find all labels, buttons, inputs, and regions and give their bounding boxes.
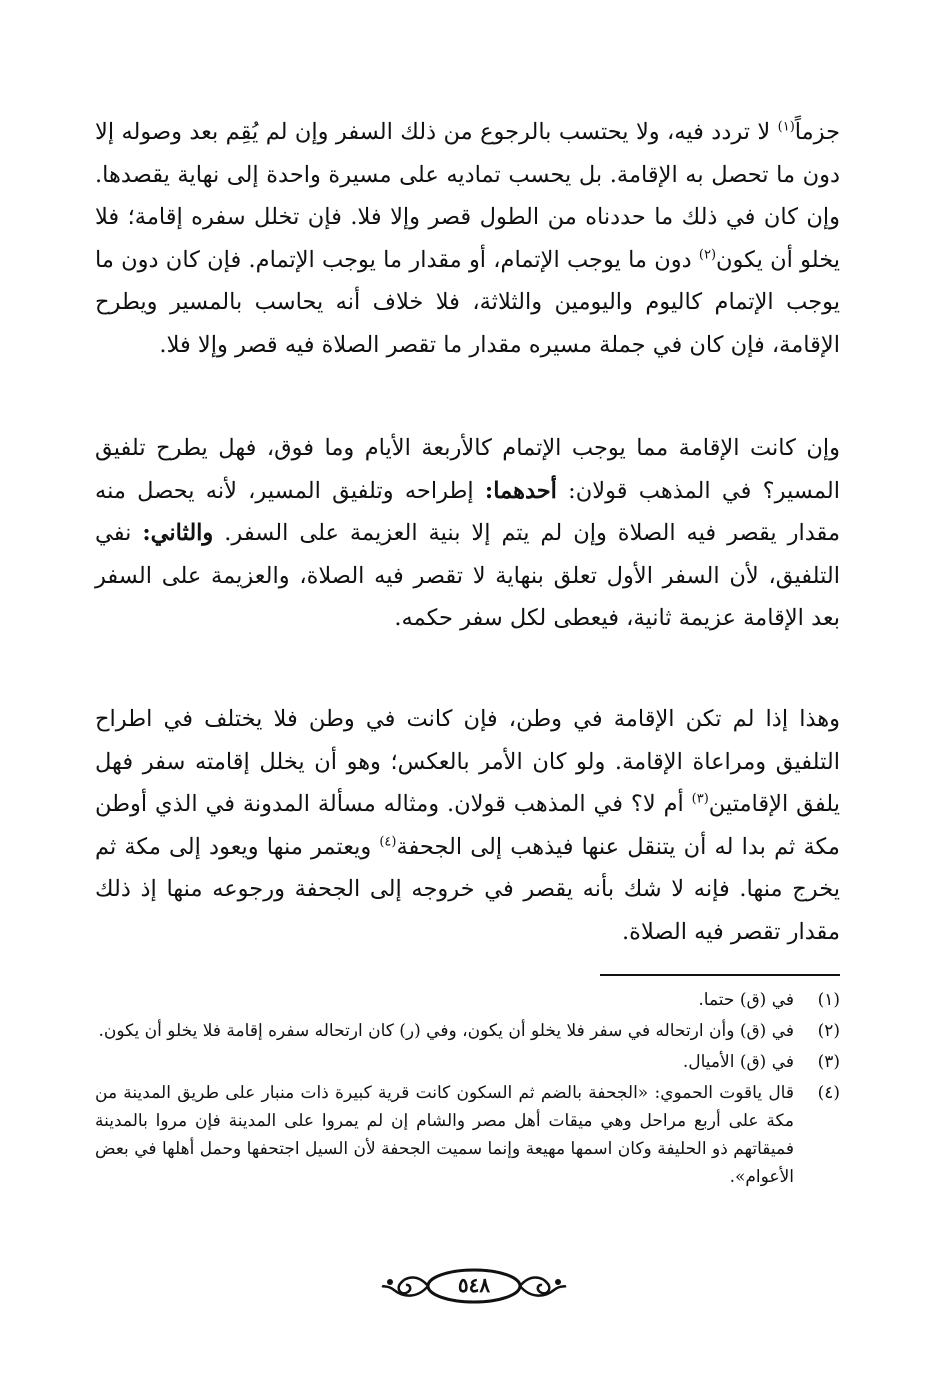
p1-text-3: دون ما يوجب الإتمام، أو مقدار ما يوجب الإتمام. فإن كان دون ما يوجب الإتمام كاليوم واليومين والثلاثة، فلا خلاف أنه يحاسب بالمسير ويطرح الإقامة، فإن كان في جملة مسيره مقدار ما تقصر الصلاة فيه قصر وإلا فلا. xyxy=(95,246,840,358)
paragraph-3 xyxy=(95,698,840,953)
p3-text-3: ويعتمر منها ويعود إلى مكة ثم يخرج منها. فإنه لا شك بأنه يقصر في خروجه إلى الجحفة ورجوعه منها إذ ذلك مقدار تقصر فيه الصلاة. xyxy=(95,833,840,945)
footnote-ref-1: (١) xyxy=(777,119,795,135)
p3-text-1: وهذا إذا لم تكن الإقامة في وطن، فإن كانت في وطن فلا يختلف في اطراح التلفيق ومراعاة الإقامة. ولو كان الأمر بالعكس؛ وهو أن يخلل إقامته سفر فهل يلفق الإقامتين xyxy=(95,706,840,817)
footnote-number: (٤) xyxy=(817,1083,840,1103)
p2-bold-second-opinion: والثاني: xyxy=(142,520,214,546)
footnote-4 xyxy=(95,1079,840,1191)
footnote-ref-2: (٢) xyxy=(698,247,717,262)
footnote-text: قال ياقوت الحموي: «الجحفة بالضم ثم السكون كانت قرية كبيرة ذات منبار على طريق المدينة من مكة على أربع مراحل وهي ميقات أهل مصر والشام إن لم يمروا على المدينة فإن مروا بالمدينة فميقاتهم ذو الحليفة وكان اسمها مهيعة وإنما سميت الجحفة لأن السيل اجتحفها وحمل أهلها في بعض الأعوام». xyxy=(95,1083,794,1187)
page-number: ٥٤٨ xyxy=(457,1273,491,1297)
footnote-number: (١) xyxy=(817,990,840,1010)
footnote-3 xyxy=(95,1048,840,1076)
footnote-text: في (ق) حتما. xyxy=(698,990,794,1010)
footnote-separator xyxy=(600,974,840,976)
footnotes-list xyxy=(95,986,840,1194)
footnote-text: في (ق) وأن ارتحاله في سفر فلا يخلو أن يكون، وفي (ر) كان ارتحاله سفره إقامة فلا يخلو أن يكون. xyxy=(98,1021,794,1041)
footnote-number: (٣) xyxy=(817,1052,840,1072)
p2-text-3: نفي التلفيق، لأن السفر الأول تعلق بنهاية لا تقصر فيه الصلاة، والعزيمة على السفر بعد الإقامة عزيمة ثانية، فيعطى لكل سفر حكمه. xyxy=(95,520,840,631)
page-number-ornament xyxy=(378,1266,570,1306)
p2-text-2: إطراحه وتلفيق المسير، لأنه يحصل منه مقدار يقصر فيه الصلاة وإن لم يتم إلا بنية العزيمة على السفر. xyxy=(95,477,840,546)
footnote-1 xyxy=(95,986,840,1014)
p3-text-2: أم لا؟ في المذهب قولان. ومثاله مسألة المدونة في الذي أوطن مكة ثم بدا له أن يتنقل عنها فيذهب إلى الجحفة xyxy=(95,791,840,860)
footnote-ref-3: (٣) xyxy=(691,791,709,807)
paragraph-1 xyxy=(95,111,840,366)
p2-text-1: وإن كانت الإقامة مما يوجب الإتمام كالأربعة الأيام وما فوق، فهل يطرح تلفيق المسير؟ في المذهب قولان: xyxy=(95,435,840,504)
footnote-ref-4: (٤) xyxy=(379,834,397,849)
p1-text-1: جزماً xyxy=(794,119,840,145)
p2-bold-first-opinion: أحدهما: xyxy=(484,477,557,504)
footnote-2 xyxy=(95,1017,840,1045)
paragraph-2 xyxy=(95,427,840,640)
footnote-number: (٢) xyxy=(817,1021,840,1041)
p1-text-2: لا تردد فيه، ولا يحتسب بالرجوع من ذلك السفر وإن لم يُقِم بعد وصوله إلا دون ما تحصل به الإقامة. بل يحسب تماديه على مسيرة واحدة إلى نهاية يقصدها. وإن كان في ذلك ما حددناه من الطول قصر وإلا فلا. فإن تخلل سفره إقامة؛ فلا يخلو أن يكون xyxy=(95,119,840,273)
footnote-text: في (ق) الأميال. xyxy=(682,1052,794,1072)
